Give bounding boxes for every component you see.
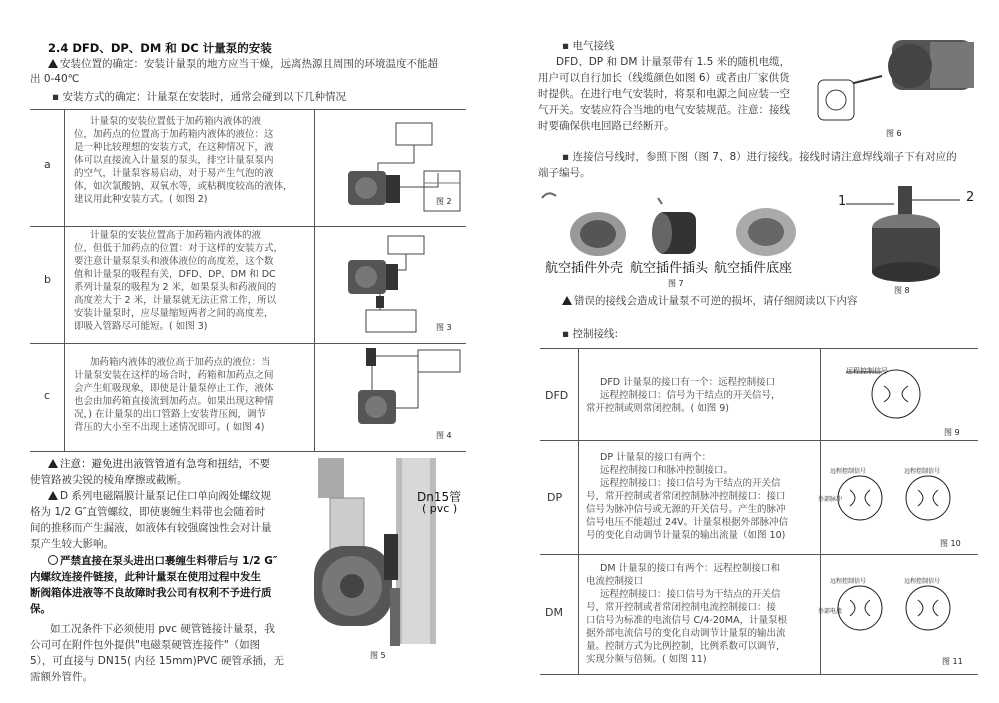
electric-text: DFD、DP 和 DM 计量泵带有 1.5 米的随机电缆， 用户可以自行加长（线缆颜色如图 6）或者由厂家供货 时提供。在进行电气安装时，将泵和电源之间应装一空 气开关。安装应符合当地的电气安装规范。注意：接线 时要确保供电回路已经断开。 xyxy=(538,56,791,132)
plug-label-base: 航空插件底座 xyxy=(714,261,793,276)
dp-diagram-label-2: 远程控制信号 xyxy=(904,468,941,475)
warning-icon xyxy=(562,296,572,305)
figure-4-caption: 图 4 xyxy=(436,431,452,440)
warning-icon xyxy=(48,459,58,468)
row-label-c: c xyxy=(44,389,51,402)
warning-icon xyxy=(48,59,58,68)
table-label-dm: DM xyxy=(545,606,563,619)
prohibition-icon xyxy=(48,555,58,565)
dfd-diagram-label: 远程控制信号 xyxy=(846,367,888,375)
figure-2-caption: 图 2 xyxy=(436,197,452,206)
figure-8-image xyxy=(832,182,982,282)
row-label-b: b xyxy=(44,273,51,286)
dp-diagram-label-3: 外部脉冲 xyxy=(818,496,843,503)
figure-7-caption: 图 7 xyxy=(668,279,684,288)
figure-6-caption: 图 6 xyxy=(886,129,902,138)
row-text-b: 计量泵的安装位置高于加药箱内液体的液 位，但低于加药点的位置：对于这样的安装方式， 要注意计量泵泵头和液体液位的高度差，这个数 值和计量泵的吸程有关，DFD、DP、DM 和 DC 系列计量泵的吸程为 2 米，如果泵头和药液间的 高度差大于 2 米，计量泵就无法正常工作，所以 安装计量泵时，应尽量缩短两者之间的高度差， 即吸入管路尽可能短。( 如图 3) xyxy=(74,230,284,332)
warning-line: 错误的接线会造成计量泵不可逆的损坏，请仔细阅读以下内容 xyxy=(562,293,858,309)
electric-title: ▪ 电气接线 xyxy=(562,40,615,52)
table-text-dfd: DFD 计量泵的接口有一个：远程控制接口 远程控制接口：信号为干结点的开关信号， 常开控制或则常闭控制。( 如图 9) xyxy=(586,377,781,414)
prohibition-block: 严禁直接在泵头进出口裹缠生料带后与 1/2 G″ 内螺纹连接件链接，此种计量泵在使用过程中发生 断阀箱体进液等不良故障时我公司有权利不予进行质 保。 xyxy=(30,555,278,615)
plug-label-shell: 航空插件外壳 xyxy=(545,261,624,276)
signal-line-1: ▪ 连接信号线时，参照下图（图 7、8）进行接线。接线时请注意焊线端子下有对应的 xyxy=(562,151,957,163)
warning-icon xyxy=(48,491,58,500)
table-text-dp: DP 计量泵的接口有两个： 远程控制接口和脉冲控制接口。 远程控制接口：接口信号为干结点的开关信 号，常开控制或者常闭控制脉冲控制接口：接口 信号为脉冲信号或无源的开关信号。产生的脉冲 信号电压不能超过 24V。计量泵根据外部脉冲信 号的变化自动调节计量泵的输出流量（如图 10) xyxy=(586,452,789,541)
dm-diagram-label-3: 外部电流 xyxy=(818,608,843,615)
row-text-a: 计量泵的安装位置低于加药箱内液体的液 位，加药点的位置高于加药箱内液体的液位：这 是一种比较理想的安装方式，在这种情况下，液 体可以直接流入计量泵的泵头，排空计量泵泵内 的空气，计量泵容易启动，对于易产生气泡的液 体，如次氯酸钠、双氧水等，或粘稠度较高的液体， 建议用此种安装方式。( 如图 2) xyxy=(74,116,293,205)
location-line: 安装位置的确定：安装计量泵的地方应当干燥，远离热源且周围的环境温度不能超 xyxy=(48,56,438,72)
figure-9-caption: 图 9 xyxy=(944,428,960,437)
fig5-label-pvc: ( pvc ) xyxy=(422,502,458,515)
figure-3-caption: 图 3 xyxy=(436,323,452,332)
dm-diagram-label-1: 远程控制信号 xyxy=(830,578,867,585)
figure-10-diagram xyxy=(828,464,978,534)
process-block: 如工况条件下必须使用 pvc 硬管链接计量泵，我 公司可在附件包外提供"电磁泵硬管连接件"（如图 5），可直接与 DN15( 内径 15mm)PVC 硬管承插，无 需额外管件。 xyxy=(30,623,284,683)
figure-5-caption: 图 5 xyxy=(370,651,386,660)
fig8-number-2: 2 xyxy=(966,190,975,205)
notes-block: 注意：避免进出液管管道有急弯和扭结，不要 使管路被尖锐的棱角摩擦或截断。 D 系列电磁隔膜计量泵记住口单向阀处螺纹规 格为 1/2 G″直管螺纹，即使裹缠生料带也会随着时 间的推移而产生漏液，如液体有较强腐蚀性会对计量 泵产生较大影响。 xyxy=(30,458,272,550)
fig5-label-dn15: Dn15管 xyxy=(417,490,462,504)
table-label-dp: DP xyxy=(547,491,563,504)
location-line-2: 出 0-40℃ xyxy=(30,73,80,85)
plug-label-plug: 航空插件插头 xyxy=(630,261,709,276)
section-title: 2.4 DFD、DP、DM 和 DC 计量泵的安装 xyxy=(48,41,272,55)
row-text-c: 加药箱内液体的液位高于加药点的液位：当 计量泵安装在这样的场合时，药箱和加药点之间 会产生虹吸现象，即使是计量泵停止工作，液体 也会由加药箱直接流到加药点。如果出现这种情 况，) 在计量泵的出口管路上安装背压阀，调节 背压的大小至不出现上述情况即可。( 如图 4) xyxy=(74,357,274,433)
table-label-dfd: DFD xyxy=(545,389,569,402)
dm-diagram-label-2: 远程控制信号 xyxy=(904,578,941,585)
table-text-dm: DM 计量泵的接口有两个：远程控制接口和 电流控制接口 远程控制接口：接口信号为干结点的开关信 号，常开控制或者常闭控制电流控制接口：接 口信号为标准的电流信号 C/4-20MA，计量泵根 据外部电流信号的变化自动调节计量泵的输出流 量。控制方式为比例控制，比例系数可以调节， 实现分频与倍频。( 如图 11) xyxy=(586,563,788,665)
method-line: ▪ 安装方式的确定：计量泵在安装时，通常会碰到以下几种情况 xyxy=(52,91,346,103)
dp-diagram-label-1: 远程控制信号 xyxy=(830,468,867,475)
fig8-number-1: 1 xyxy=(838,194,847,209)
figure-9-diagram xyxy=(838,360,958,430)
signal-line-2: 端子编号。 xyxy=(538,167,591,179)
figure-11-diagram xyxy=(828,574,978,644)
control-title: ▪ 控制接线: xyxy=(562,328,618,340)
row-label-a: a xyxy=(44,158,51,171)
figure-11-caption: 图 11 xyxy=(942,657,963,666)
figure-6-image xyxy=(812,36,982,136)
figure-10-caption: 图 10 xyxy=(940,539,961,548)
figure-8-caption: 图 8 xyxy=(894,286,910,295)
